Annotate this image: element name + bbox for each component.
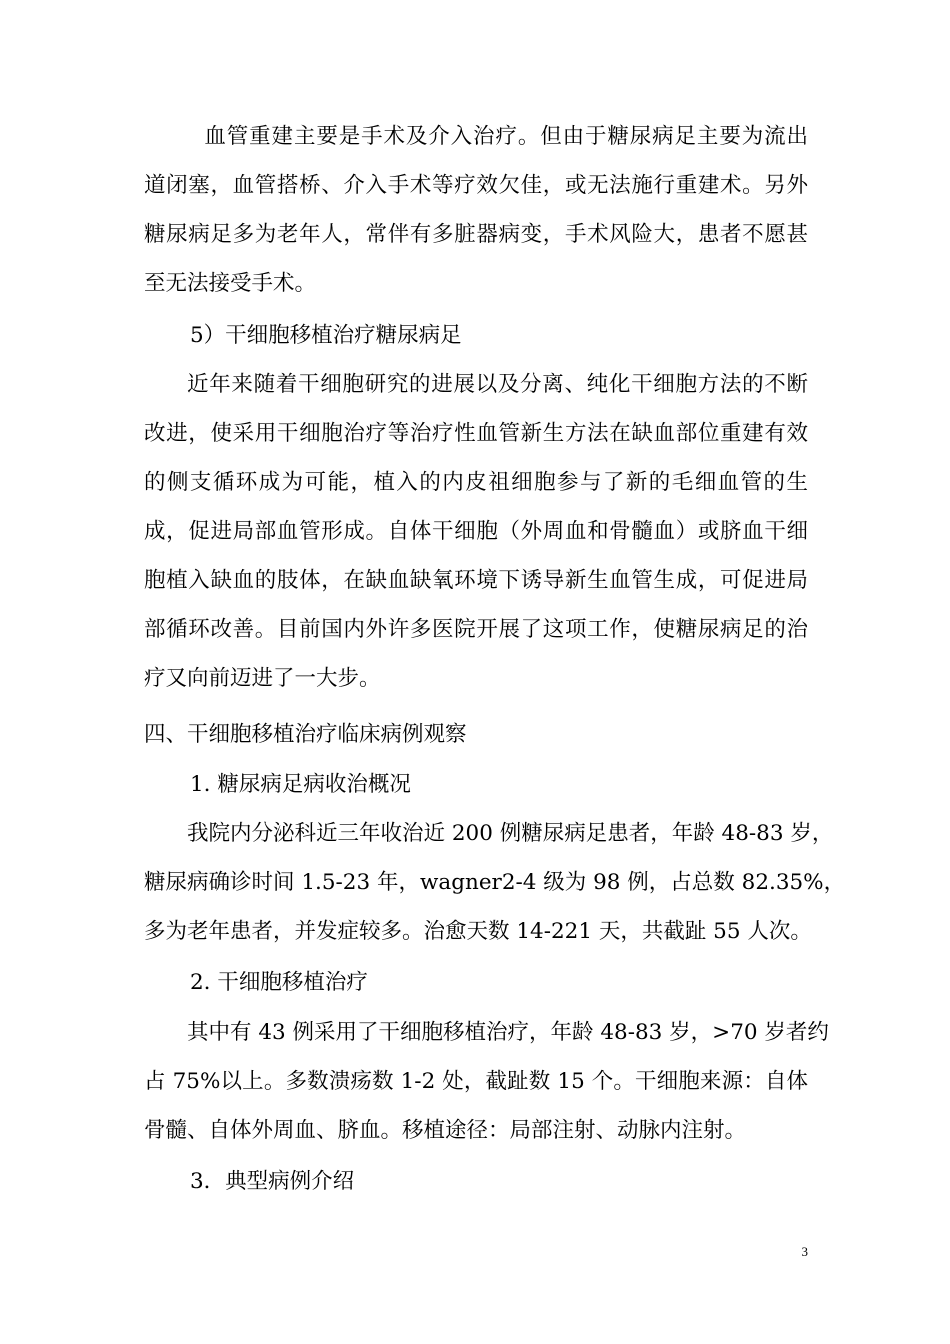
text-line: 近年来随着干细胞研究的进展以及分离、纯化干细胞方法的不断: [187, 372, 808, 397]
text-line: 成，促进局部血管形成。自体干细胞（外周血和骨髓血）或脐血干细: [144, 519, 808, 544]
section-heading-stem-cell-therapy: 5）干细胞移植治疗糖尿病足: [190, 323, 462, 348]
text-line: 糖尿病确诊时间 1.5-23 年，wagner2-4 级为 98 例，占总数 82.35%，: [144, 870, 846, 895]
text-line: 部循环改善。目前国内外许多医院开展了这项工作，使糖尿病足的治: [144, 617, 808, 642]
paragraph-transplant-stats-first: [187, 1008, 829, 1057]
text-line: 的侧支循环成为可能，植入的内皮祖细胞参与了新的毛细血管的生: [144, 470, 808, 495]
text-line: 改进，使采用干细胞治疗等治疗性血管新生方法在缺血部位重建有效: [144, 421, 808, 446]
paragraph-revascularization-cont: [144, 161, 808, 308]
subsection-heading-transplant-treatment: 2. 干细胞移植治疗: [190, 970, 368, 995]
paragraph-revascularization: [182, 112, 808, 161]
text-line: 至无法接受手术。: [144, 271, 317, 296]
text-line: 其中有 43 例采用了干细胞移植治疗，年龄 48-83 岁，>70 岁者约: [187, 1020, 829, 1045]
text-line: 多为老年患者，并发症较多。治愈天数 14-221 天，共截趾 55 人次。: [144, 919, 812, 944]
text-line: 我院内分泌科近三年收治近 200 例糖尿病足患者，年龄 48-83 岁，: [187, 821, 834, 846]
paragraph-admission-stats-first: [187, 809, 834, 858]
paragraph-stem-cell-intro: [144, 409, 808, 703]
subsection-heading-admission-overview: 1. 糖尿病足病收治概况: [190, 772, 411, 797]
paragraph-admission-stats: [144, 858, 846, 956]
page-number: 3: [801, 1244, 808, 1259]
text-line: 道闭塞，血管搭桥、介入手术等疗效欠佳，或无法施行重建术。另外: [144, 173, 808, 198]
paragraph-stem-cell-intro-first: [187, 360, 808, 409]
text-line: 骨髓、自体外周血、脐血。移植途径：局部注射、动脉内注射。: [144, 1118, 747, 1143]
paragraph-transplant-stats: [144, 1057, 808, 1155]
text-line: 胞植入缺血的肢体，在缺血缺氧环境下诱导新生血管生成，可促进局: [144, 568, 808, 593]
subsection-heading-typical-cases: 3．典型病例介绍: [190, 1169, 355, 1194]
text-line: 疗又向前迈进了一大步。: [144, 666, 381, 691]
section-heading-clinical-observation: 四、干细胞移植治疗临床病例观察: [144, 722, 467, 747]
text-line: 血管重建主要是手术及介入治疗。但由于糖尿病足主要为流出: [182, 124, 808, 149]
text-line: 占 75%以上。多数溃疡数 1-2 处，截趾数 15 个。干细胞来源：自体: [144, 1069, 808, 1094]
text-line: 糖尿病足多为老年人，常伴有多脏器病变，手术风险大，患者不愿甚: [144, 222, 808, 247]
